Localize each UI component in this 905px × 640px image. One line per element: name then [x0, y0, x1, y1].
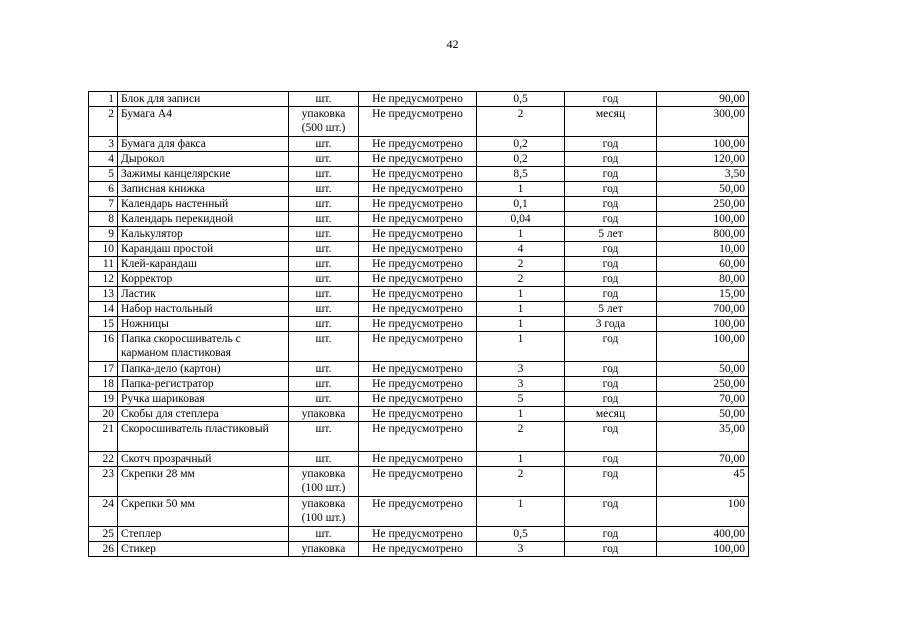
item-provision: Не предусмотрено	[359, 137, 477, 152]
item-price: 100,00	[657, 317, 749, 332]
item-quantity: 8,5	[477, 167, 565, 182]
item-quantity: 0,2	[477, 152, 565, 167]
item-quantity: 1	[477, 332, 565, 362]
item-provision: Не предусмотрено	[359, 167, 477, 182]
item-provision: Не предусмотрено	[359, 197, 477, 212]
item-provision: Не предусмотрено	[359, 542, 477, 557]
row-number: 1	[89, 92, 118, 107]
row-number: 13	[89, 287, 118, 302]
item-quantity: 0,5	[477, 92, 565, 107]
item-name: Записная книжка	[118, 182, 289, 197]
item-quantity: 0,1	[477, 197, 565, 212]
item-unit: шт.	[289, 137, 359, 152]
item-period: год	[565, 92, 657, 107]
item-price: 120,00	[657, 152, 749, 167]
table-row	[89, 212, 749, 227]
item-unit: шт.	[289, 452, 359, 467]
row-number: 10	[89, 242, 118, 257]
item-unit: шт.	[289, 227, 359, 242]
table-row	[89, 257, 749, 272]
item-period: год	[565, 167, 657, 182]
item-unit: шт.	[289, 257, 359, 272]
table-row	[89, 527, 749, 542]
item-unit: шт.	[289, 332, 359, 362]
item-unit: шт.	[289, 92, 359, 107]
page-number: 42	[446, 37, 459, 51]
item-name: Клей-карандаш	[118, 257, 289, 272]
row-number: 15	[89, 317, 118, 332]
item-provision: Не предусмотрено	[359, 497, 477, 527]
item-provision: Не предусмотрено	[359, 107, 477, 137]
item-period: год	[565, 137, 657, 152]
item-period: год	[565, 422, 657, 452]
item-price: 100,00	[657, 137, 749, 152]
item-price: 3,50	[657, 167, 749, 182]
item-price: 80,00	[657, 272, 749, 287]
item-price: 800,00	[657, 227, 749, 242]
table-row	[89, 272, 749, 287]
item-quantity: 0,2	[477, 137, 565, 152]
item-name: Стикер	[118, 542, 289, 557]
item-price: 100	[657, 497, 749, 527]
table-row	[89, 317, 749, 332]
table-row	[89, 242, 749, 257]
item-period: год	[565, 272, 657, 287]
row-number: 3	[89, 137, 118, 152]
table-row	[89, 467, 749, 497]
item-price: 90,00	[657, 92, 749, 107]
item-name: Ластик	[118, 287, 289, 302]
item-provision: Не предусмотрено	[359, 182, 477, 197]
item-provision: Не предусмотрено	[359, 242, 477, 257]
table-row	[89, 542, 749, 557]
table-row	[89, 332, 749, 362]
table-row	[89, 497, 749, 527]
item-provision: Не предусмотрено	[359, 377, 477, 392]
item-provision: Не предусмотрено	[359, 422, 477, 452]
table-row	[89, 182, 749, 197]
item-quantity: 2	[477, 467, 565, 497]
row-number: 4	[89, 152, 118, 167]
table-row	[89, 197, 749, 212]
item-provision: Не предусмотрено	[359, 392, 477, 407]
item-unit: шт.	[289, 197, 359, 212]
item-unit: шт.	[289, 287, 359, 302]
supplies-table	[88, 91, 749, 557]
item-name: Скоросшиватель пластиковый	[118, 422, 289, 452]
item-period: год	[565, 467, 657, 497]
item-period: год	[565, 332, 657, 362]
item-quantity: 1	[477, 317, 565, 332]
item-name: Скрепки 28 мм	[118, 467, 289, 497]
item-period: год	[565, 197, 657, 212]
item-provision: Не предусмотрено	[359, 287, 477, 302]
item-price: 10,00	[657, 242, 749, 257]
row-number: 22	[89, 452, 118, 467]
item-quantity: 0,04	[477, 212, 565, 227]
row-number: 16	[89, 332, 118, 362]
item-provision: Не предусмотрено	[359, 152, 477, 167]
table-row	[89, 167, 749, 182]
row-number: 17	[89, 362, 118, 377]
item-price: 100,00	[657, 212, 749, 227]
table-row	[89, 152, 749, 167]
item-period: год	[565, 242, 657, 257]
item-quantity: 3	[477, 542, 565, 557]
item-name: Скобы для степлера	[118, 407, 289, 422]
item-price: 700,00	[657, 302, 749, 317]
item-price: 50,00	[657, 407, 749, 422]
item-price: 400,00	[657, 527, 749, 542]
row-number: 23	[89, 467, 118, 497]
item-quantity: 2	[477, 422, 565, 452]
item-unit: шт.	[289, 362, 359, 377]
table-row	[89, 287, 749, 302]
item-unit: упаковка (500 шт.)	[289, 107, 359, 137]
item-name: Дырокол	[118, 152, 289, 167]
item-provision: Не предусмотрено	[359, 92, 477, 107]
item-unit: шт.	[289, 317, 359, 332]
item-period: 5 лет	[565, 227, 657, 242]
item-period: год	[565, 377, 657, 392]
item-quantity: 2	[477, 272, 565, 287]
item-period: год	[565, 287, 657, 302]
item-name: Календарь перекидной	[118, 212, 289, 227]
table-row	[89, 407, 749, 422]
item-period: год	[565, 497, 657, 527]
item-price: 250,00	[657, 377, 749, 392]
item-quantity: 0,5	[477, 527, 565, 542]
item-period: 3 года	[565, 317, 657, 332]
item-name: Зажимы канцелярские	[118, 167, 289, 182]
item-name: Папка-дело (картон)	[118, 362, 289, 377]
row-number: 19	[89, 392, 118, 407]
item-quantity: 5	[477, 392, 565, 407]
item-price: 70,00	[657, 452, 749, 467]
table-row	[89, 392, 749, 407]
item-provision: Не предусмотрено	[359, 362, 477, 377]
row-number: 6	[89, 182, 118, 197]
item-price: 100,00	[657, 332, 749, 362]
table-row	[89, 92, 749, 107]
row-number: 26	[89, 542, 118, 557]
row-number: 21	[89, 422, 118, 452]
item-unit: шт.	[289, 377, 359, 392]
item-name: Карандаш простой	[118, 242, 289, 257]
item-price: 100,00	[657, 542, 749, 557]
item-unit: шт.	[289, 422, 359, 452]
row-number: 18	[89, 377, 118, 392]
item-unit: шт.	[289, 242, 359, 257]
item-price: 35,00	[657, 422, 749, 452]
item-quantity: 1	[477, 302, 565, 317]
item-provision: Не предусмотрено	[359, 467, 477, 497]
item-unit: шт.	[289, 392, 359, 407]
table-row	[89, 422, 749, 452]
row-number: 20	[89, 407, 118, 422]
table-row	[89, 302, 749, 317]
item-unit: шт.	[289, 527, 359, 542]
item-quantity: 1	[477, 497, 565, 527]
item-provision: Не предусмотрено	[359, 527, 477, 542]
item-name: Ножницы	[118, 317, 289, 332]
row-number: 11	[89, 257, 118, 272]
item-quantity: 1	[477, 407, 565, 422]
row-number: 25	[89, 527, 118, 542]
item-name: Скрепки 50 мм	[118, 497, 289, 527]
item-price: 50,00	[657, 182, 749, 197]
row-number: 9	[89, 227, 118, 242]
item-name: Календарь настенный	[118, 197, 289, 212]
item-price: 300,00	[657, 107, 749, 137]
item-name: Калькулятор	[118, 227, 289, 242]
item-unit: шт.	[289, 182, 359, 197]
table-row	[89, 452, 749, 467]
item-provision: Не предусмотрено	[359, 317, 477, 332]
item-period: 5 лет	[565, 302, 657, 317]
item-provision: Не предусмотрено	[359, 407, 477, 422]
row-number: 5	[89, 167, 118, 182]
item-provision: Не предусмотрено	[359, 302, 477, 317]
item-quantity: 4	[477, 242, 565, 257]
item-price: 60,00	[657, 257, 749, 272]
item-unit: шт.	[289, 152, 359, 167]
row-number: 2	[89, 107, 118, 137]
item-period: год	[565, 452, 657, 467]
item-quantity: 3	[477, 377, 565, 392]
item-name: Папка скоросшиватель с карманом пластиковая	[118, 332, 289, 362]
row-number: 8	[89, 212, 118, 227]
item-period: год	[565, 257, 657, 272]
item-provision: Не предусмотрено	[359, 257, 477, 272]
item-unit: шт.	[289, 272, 359, 287]
table-row	[89, 362, 749, 377]
item-name: Скотч прозрачный	[118, 452, 289, 467]
item-quantity: 3	[477, 362, 565, 377]
item-unit: упаковка (100 шт.)	[289, 497, 359, 527]
item-price: 45	[657, 467, 749, 497]
item-period: год	[565, 392, 657, 407]
item-quantity: 2	[477, 107, 565, 137]
item-provision: Не предусмотрено	[359, 212, 477, 227]
item-quantity: 1	[477, 182, 565, 197]
item-name: Набор настольный	[118, 302, 289, 317]
item-quantity: 1	[477, 227, 565, 242]
item-provision: Не предусмотрено	[359, 452, 477, 467]
table-row	[89, 377, 749, 392]
table-row	[89, 107, 749, 137]
item-quantity: 1	[477, 452, 565, 467]
item-period: год	[565, 152, 657, 167]
item-price: 50,00	[657, 362, 749, 377]
item-price: 250,00	[657, 197, 749, 212]
item-price: 15,00	[657, 287, 749, 302]
table-row	[89, 137, 749, 152]
row-number: 7	[89, 197, 118, 212]
item-period: год	[565, 212, 657, 227]
table-body	[89, 92, 749, 557]
item-period: год	[565, 527, 657, 542]
item-unit: шт.	[289, 167, 359, 182]
item-name: Бумага для факса	[118, 137, 289, 152]
item-quantity: 1	[477, 287, 565, 302]
item-name: Ручка шариковая	[118, 392, 289, 407]
item-unit: шт.	[289, 302, 359, 317]
row-number: 14	[89, 302, 118, 317]
item-name: Бумага А4	[118, 107, 289, 137]
item-quantity: 2	[477, 257, 565, 272]
item-unit: шт.	[289, 212, 359, 227]
item-provision: Не предусмотрено	[359, 272, 477, 287]
item-provision: Не предусмотрено	[359, 332, 477, 362]
item-name: Корректор	[118, 272, 289, 287]
item-unit: упаковка	[289, 407, 359, 422]
item-period: год	[565, 362, 657, 377]
item-period: месяц	[565, 107, 657, 137]
item-period: месяц	[565, 407, 657, 422]
item-period: год	[565, 542, 657, 557]
item-price: 70,00	[657, 392, 749, 407]
item-name: Степлер	[118, 527, 289, 542]
item-unit: упаковка	[289, 542, 359, 557]
item-name: Блок для записи	[118, 92, 289, 107]
row-number: 12	[89, 272, 118, 287]
item-name: Папка-регистратор	[118, 377, 289, 392]
table-row	[89, 227, 749, 242]
item-period: год	[565, 182, 657, 197]
row-number: 24	[89, 497, 118, 527]
item-provision: Не предусмотрено	[359, 227, 477, 242]
item-unit: упаковка (100 шт.)	[289, 467, 359, 497]
